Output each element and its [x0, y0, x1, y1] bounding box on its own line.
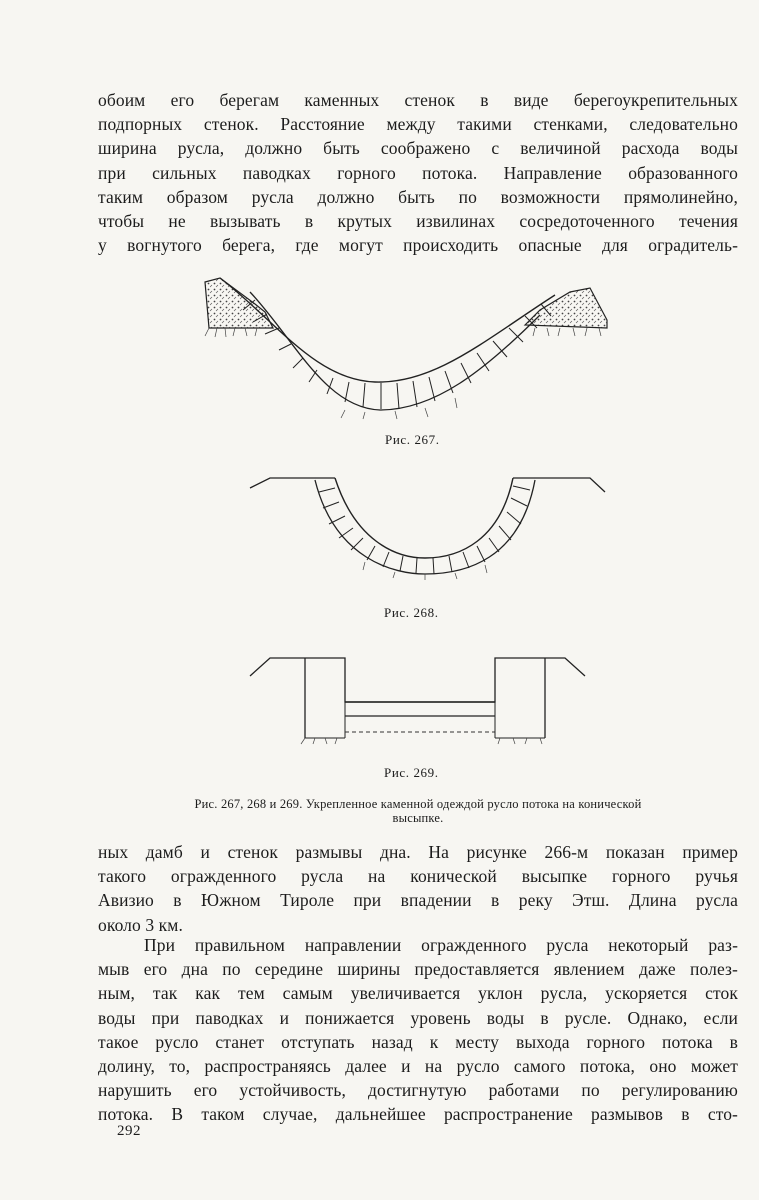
text-line: около 3 км. — [98, 914, 183, 935]
text-line: ных дамб и стенок размывы дна. На рисунке 266-м показан пример — [98, 842, 738, 862]
text-line: воды при паводках и понижается уровень воды в русле. Однако, если — [98, 1007, 738, 1028]
text-line: чтобы не вызывать в крутых извилинах сосредоточенного течения — [98, 211, 738, 232]
text-line: таким образом русла должно быть по возможности прямолинейно, — [98, 186, 738, 207]
figure-268-caption: Рис. 268. — [384, 605, 439, 620]
text-line: подпорных стенок. Расстояние между такими стенками, следовательно — [98, 114, 738, 135]
text-line: при сильных паводках горного потока. Направление образованного — [98, 162, 738, 183]
figure-269-caption: Рис. 269. — [384, 765, 439, 780]
caption-line: высыпке. — [392, 811, 444, 825]
top-paragraph — [98, 88, 738, 257]
text-line: Авизио в Южном Тироле при впадении в реку Этш. Длина русла — [98, 890, 738, 911]
text-line: у вогнутого берега, где могут происходить опасные для оградитель- — [98, 235, 738, 256]
text-line: При правильном направлении огражденного русла некоторый раз- — [144, 935, 738, 955]
text-line: нарушить его устойчивость, достигнутую работами по регулированию — [98, 1080, 738, 1101]
figure-269-walled-channel — [245, 650, 590, 745]
text-line: такого огражденного русла на конической высыпке горного ручья — [98, 866, 738, 887]
text-line: ширина русла, должно быть соображено с величиной расхода воды — [98, 138, 738, 159]
text-line: такое русло станет отступать назад к месту выхода горного потока в — [98, 1031, 738, 1052]
caption-line: Рис. 267, 268 и 269. Укрепленное каменной одеждой русло потока на конической — [194, 797, 642, 811]
text-line: обоим его берегам каменных стенок в виде берегоукрепительных — [98, 90, 738, 110]
figures-combined-caption — [98, 797, 738, 825]
bottom-paragraph — [98, 933, 738, 1127]
text-line: долину, то, распространяясь далее и на русло самого потока, оно может — [98, 1056, 738, 1077]
page-number: 292 — [117, 1123, 141, 1139]
text-line: мыв его дна по середине ширины предоставляется явлением даже полез- — [98, 959, 738, 980]
text-line: ным, так как тем самым увеличивается уклон русла, ускоряется сток — [98, 983, 738, 1004]
middle-paragraph — [98, 840, 738, 937]
text-line: потока. В таком случае, дальнейшее распространение размывов в сто- — [98, 1104, 738, 1125]
figure-267-caption: Рис. 267. — [385, 432, 440, 447]
figure-268-paved-channel — [245, 470, 615, 580]
figure-267-channel-with-embankments — [195, 270, 615, 420]
